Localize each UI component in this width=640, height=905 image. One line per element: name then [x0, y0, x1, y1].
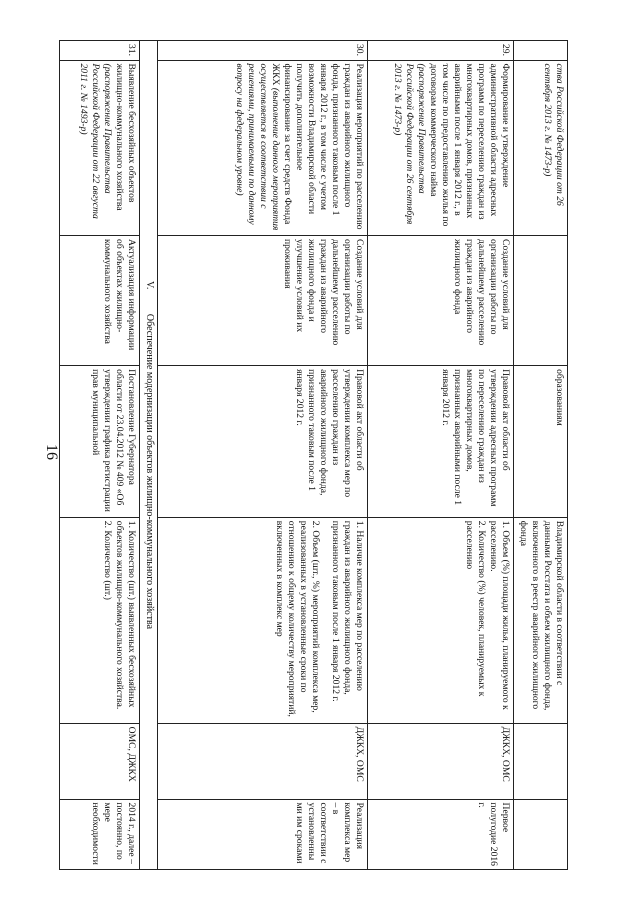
term-cell: 2014 г., далее – постоянно, по мере необходимости: [60, 799, 140, 869]
indicator-item: 1. Количество (шт.) выявленных бесхозяйных объектов жилищно-коммунального хозяйства.: [114, 520, 137, 710]
indicator-cell: Владимирской области в соответствии с данными Росстата и объем жилищного фонда, включенного в реестр аварийного жилищного фонда: [514, 517, 568, 723]
table-row-continued: [514, 41, 568, 870]
result-cell: Создание условий для организации работы по дальнейшему расселению граждан из аварийного жилищного фонда и улучшение условий их проживания: [158, 236, 368, 366]
executor-cell: ДЖКХ, ОМС: [368, 723, 514, 799]
indicator-item: 1. Объем (%) площади жилья, планируемого к расселению.: [488, 520, 511, 710]
section-number: V.: [144, 280, 155, 290]
action-cell: ства Российской Федерации от 26 сентября 2013 г. № 1473-р): [514, 60, 568, 236]
indicator-cell: [60, 517, 140, 723]
row-number-cell: 31.: [60, 41, 140, 61]
result-cell: Создание условий для организации работы по дальнейшему расселению граждан из аварийного жилищного фонда: [368, 236, 514, 366]
table-row-29: [368, 41, 514, 870]
action-cell: [60, 60, 140, 236]
executor-cell: [514, 723, 568, 799]
term-cell: Первое полугодие 2016 г.: [368, 799, 514, 869]
action-cell: [368, 60, 514, 236]
action-note: (выполнение данного мероприятия осуществляется в соответствии с решениями, принимаемыми по данному вопросу на федеральном уровне): [234, 63, 282, 231]
page-number: 16: [43, 444, 60, 460]
executor-cell: ОМС, ДЖКХ: [60, 723, 140, 799]
basis-cell: образованиям: [514, 366, 568, 518]
section-heading-row: [140, 41, 158, 870]
basis-cell: Правовой акт области об утверждении комплекса мер по расселению граждан из аварийного жилищного фонда, признанного таковым после 1 января 2012 г.: [158, 366, 368, 518]
action-cell: [158, 60, 368, 236]
action-note: (распоряжение Правительства Российской Федерации от 26 сентября 2013 г. № 1473-р): [392, 63, 428, 225]
action-text: Выявление бесхозяйных объектов жилищно-коммунального хозяйства: [114, 63, 137, 211]
row-number-cell: 30.: [158, 41, 368, 61]
table-row-30: [158, 41, 368, 870]
result-cell: [514, 236, 568, 366]
term-cell: Реализация комплекса мер – в соответствии с установленными им сроками: [158, 799, 368, 869]
section-title: Обеспечение модернизации объектов жилищно-коммунального хозяйства: [144, 313, 155, 630]
indicator-cell: [368, 517, 514, 723]
section-heading: [140, 41, 158, 870]
table-row-31: [60, 41, 140, 870]
term-cell: [514, 799, 568, 869]
row-number-cell: [514, 41, 568, 61]
basis-cell: Правовой акт области об утверждении адресных программ по переселению граждан из многоквартирных домов, признанных аварийными после 1 января 2012 г.: [368, 366, 514, 518]
basis-cell: Постановление Губернатора области от 23.04.2012 № 409 «Об утверждении графика регистрации прав муниципальной: [60, 366, 140, 518]
indicator-item: 2. Количество (шт.): [102, 520, 114, 600]
indicator-cell: [158, 517, 368, 723]
action-text: Реализация мероприятий по расселению граждан из аварийного жилищного фонда, признанного таковым после 1 января 2012 г., в том числе с учетом возможности Владимирской области получить дополнительное финансирование за счет средств Фонда ЖКХ: [270, 63, 365, 230]
indicator-item: 1. Наличие комплекса мер по расселению граждан из аварийного жилищного фонда, признанного таковым после 1 января 2012 г.: [330, 520, 365, 702]
indicator-item: 2. Количество (%) человек, планируемых к расселению: [464, 520, 488, 697]
action-text: Формирование и утверждение административной области адресных программ по переселению граждан из многоквартирных домов, признанных аварийными после 1 января 2012 г., в том числе по предоставлению жилья по договорам коммерческого найма: [428, 63, 511, 227]
executor-cell: ДЖКХ, ОМС: [158, 723, 368, 799]
row-number-cell: 29.: [368, 41, 514, 61]
action-note: (распоряжение Правительства Российской Федерации от 22 августа 2011 г. № 1493-р): [78, 63, 114, 219]
result-cell: Актуализация информации об объектах жилищно-коммунального хозяйства: [60, 236, 140, 366]
measures-table: [59, 40, 568, 870]
indicator-item: 2. Объем (шт., %) мероприятий комплекса мер, реализованных в установленные сроки по отношению к общему количеству мероприятий, включенных в комплекс мер: [274, 520, 322, 717]
